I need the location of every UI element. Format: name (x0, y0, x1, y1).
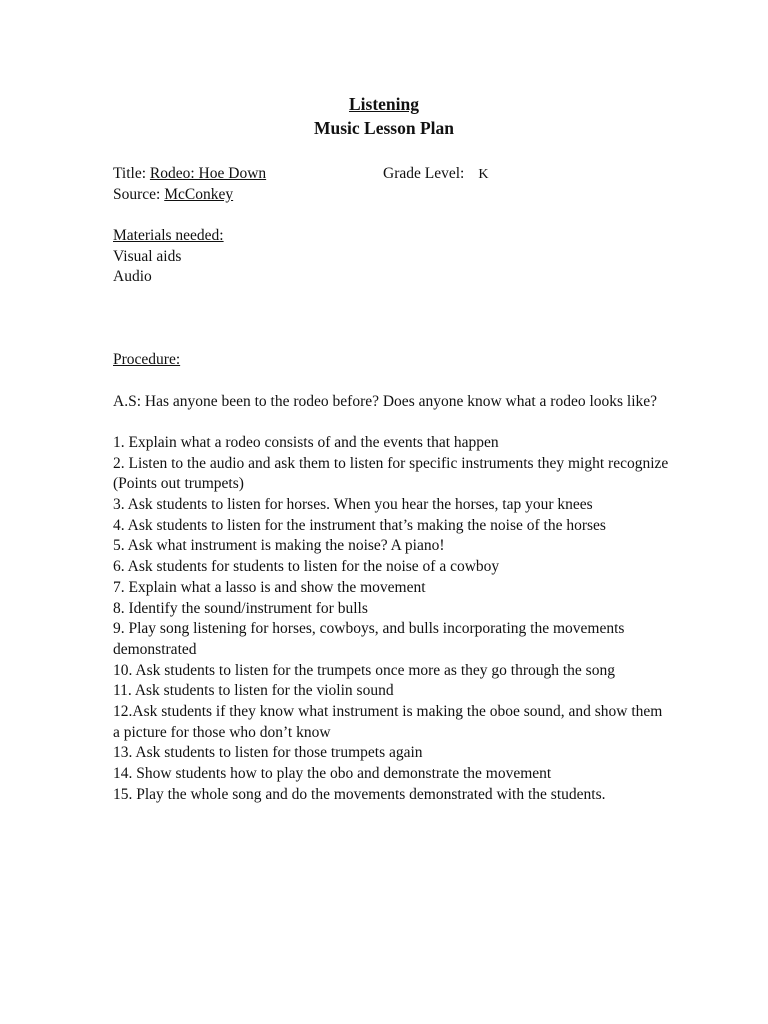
procedure-step: 5. Ask what instrument is making the noise? A piano! (113, 537, 445, 555)
procedure-step: 9. Play song listening for horses, cowboys, and bulls incorporating the movements demonstrated (113, 620, 625, 658)
title-row (113, 164, 673, 185)
procedure-step: 12.Ask students if they know what instrument is making the oboe sound, and show them a picture for those who don’t know (113, 703, 663, 741)
source-row (113, 185, 673, 206)
procedure-step: 10. Ask students to listen for the trumpets once more as they go through the song (113, 661, 615, 679)
document-heading: Listening (348, 94, 420, 114)
procedure-step: 8. Identify the sound/instrument for bulls (113, 599, 368, 617)
procedure-step: 6. Ask students for students to listen for the noise of a cowboy (113, 558, 500, 576)
procedure-step: 4. Ask students to listen for the instrument that’s making the noise of the horses (113, 516, 606, 534)
procedure-steps (113, 433, 673, 806)
materials-item: Audio (113, 268, 152, 286)
procedure-step: 14. Show students how to play the obo and demonstrate the movement (113, 765, 552, 783)
procedure-step: 7. Explain what a lasso is and show the movement (113, 578, 426, 596)
anticipatory-set: A.S: Has anyone been to the rodeo before? Does anyone know what a rodeo looks like? (113, 392, 658, 410)
procedure-step: 13. Ask students to listen for those trumpets again (113, 744, 423, 762)
grade-label: Grade Level: (383, 165, 465, 182)
source-label: Source: (113, 185, 161, 203)
procedure-step: 2. Listen to the audio and ask them to listen for specific instruments they might recognize (Points out trumpets) (113, 454, 669, 493)
procedure-step: 11. Ask students to listen for the violin sound (113, 682, 394, 700)
grade-level (383, 164, 488, 186)
procedure-label: Procedure: (113, 351, 181, 369)
procedure-step: 3. Ask students to listen for horses. When you hear the horses, tap your knees (113, 496, 593, 513)
title-value: Rodeo: Hoe Down (149, 165, 267, 182)
procedure-step: 15. Play the whole song and do the movements demonstrated with the students. (113, 785, 606, 803)
title-label: Title: (113, 165, 147, 182)
materials-item: Visual aids (113, 247, 182, 265)
grade-value: K (478, 167, 489, 182)
procedure-step: 1. Explain what a rodeo consists of and the events that happen (113, 433, 499, 451)
document-body (113, 164, 673, 806)
source-value: McConkey (164, 185, 234, 203)
document-subheading: Music Lesson Plan (313, 118, 455, 138)
materials-label: Materials needed: (113, 227, 224, 245)
